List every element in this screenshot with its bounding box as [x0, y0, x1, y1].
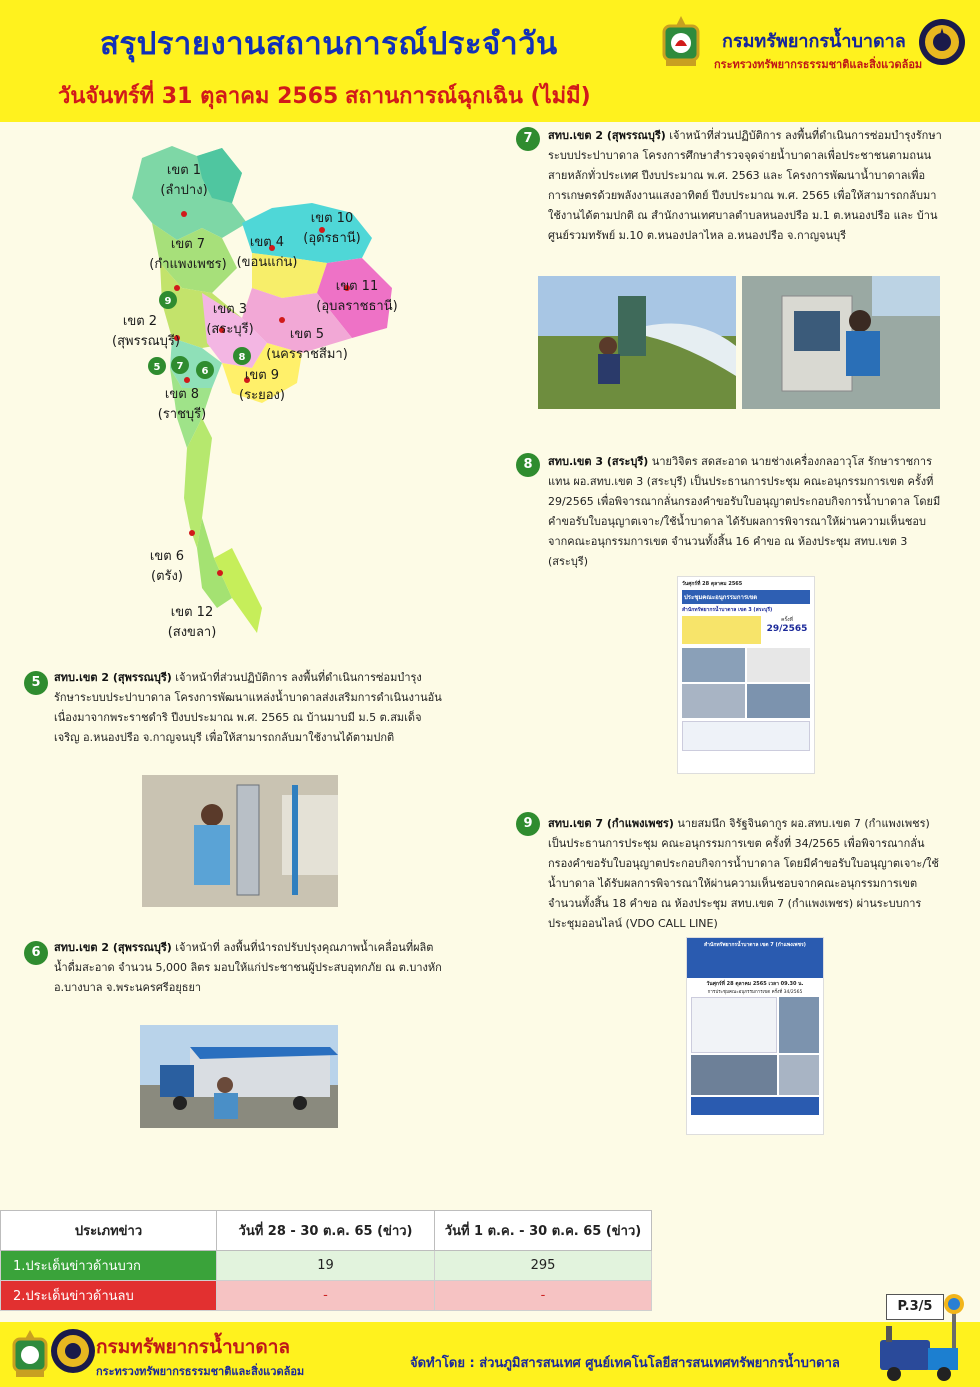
ministry-seal-icon: [50, 1328, 96, 1374]
news-item: [54, 938, 446, 998]
news-item: [548, 126, 943, 246]
news-item: [548, 452, 943, 572]
map-zone-label: เขต 10: [310, 211, 354, 226]
ministry-seal-icon: [918, 18, 966, 66]
photo-water-truck: [140, 1025, 338, 1128]
news-headline: สทบ.เขต 3 (สระบุรี): [548, 455, 649, 468]
map-province-label: (สงขลา): [167, 625, 217, 640]
poster-date: วันศุกร์ที่ 28 ตุลาคม 2565 เวลา 09.30 น.: [706, 981, 804, 987]
photo-water-pump: [538, 276, 736, 409]
news-headline: สทบ.เขต 2 (สุพรรณบุรี): [54, 671, 172, 684]
table-header: ประเภทข่าว: [1, 1211, 217, 1251]
table-row: [1, 1281, 652, 1311]
table-header: วันที่ 28 - 30 ต.ค. 65 (ข่าว): [217, 1211, 435, 1251]
map-province-label: (นครราชสีมา): [266, 347, 348, 362]
poster-office: สำนักทรัพยากรน้ำบาดาล เขต 7 (กำแพงเพชร): [704, 942, 806, 948]
department-emblem-icon: [8, 1328, 52, 1380]
map-zone-label: เขต 2: [122, 314, 158, 329]
cell-value: 19: [217, 1251, 435, 1281]
map-province-label: (อุบลราชธานี): [316, 299, 398, 314]
map-zone-label: เขต 9: [244, 368, 280, 383]
poster-office: สำนักทรัพยากรน้ำบาดาล เขต 3 (สระบุรี): [682, 607, 773, 613]
news-number-badge: 7: [516, 127, 540, 151]
map-province-label: (อุดรธานี): [303, 231, 361, 246]
poster-date: วันศุกร์ที่ 28 ตุลาคม 2565: [682, 581, 743, 587]
news-item: [54, 668, 446, 748]
news-headline: สทบ.เขต 2 (สุพรรณบุรี): [548, 129, 666, 142]
map-zone-label: เขต 5: [289, 327, 325, 342]
news-body: เจ้าหน้าที่ส่วนปฏิบัติการ ลงพื้นที่ดำเนินการซ่อมบำรุงรักษาระบบประปาบาดาล โครงการศึกษาสำรวจจุดจ่ายน้ำบาดาลเพื่อประชาชนตามถนนสายหลักทั่วประเทศ ปีงบประมาณ พ.ศ. 2563 และ โครงการพัฒนาน้ำบาดาลเพื่อการเกษตรด้วยพลังงานแสงอาทิตย์ ปีงบประมาณ พ.ศ. 2565 เพื่อให้สามารถกลับมาใช้งานได้ตามปกติ ณ สำนักงานเทศบาลตำบลหนองปรือ ม.1 ต.หนองปรือ และ บ้านศูนย์รวมทรัพย์ ม.10 ต.หนองปลาไหล อ.หนองปรือ จ.กาญจนบุรี: [548, 129, 942, 242]
table-header: วันที่ 1 ต.ค. - 30 ต.ค. 65 (ข่าว): [435, 1211, 652, 1251]
news-headline: สทบ.เขต 2 (สุพรรณบุรี): [54, 941, 172, 954]
news-headline: สทบ.เขต 7 (กำแพงเพชร): [548, 817, 674, 830]
cell-value: -: [435, 1281, 652, 1311]
page-number: P.3/5: [886, 1294, 944, 1320]
map-province-label: (ลำปาง): [160, 183, 208, 198]
map-zone-label: เขต 4: [249, 235, 285, 250]
footer-credit: จัดทำโดย : ส่วนภูมิสารสนเทศ ศูนย์เทคโนโลยีสารสนเทศทรัพยากรน้ำบาดาล: [410, 1356, 840, 1371]
poster-title: ประชุมคณะอนุกรรมการเขต: [682, 590, 810, 604]
cell-value: 295: [435, 1251, 652, 1281]
news-body: เจ้าหน้าที่ส่วนปฏิบัติการ ลงพื้นที่ดำเนินการซ่อมบำรุงรักษาระบบประปาบาดาล โครงการพัฒนาแหล่งน้ำบาดาลส่งเสริมการดำเนินงานอันเนื่องมาจากพระราชดำริ ปีงบประมาณ พ.ศ. 2565 ณ บ้านมาบมี ม.5 ต.สมเด็จเจริญ อ.หนองปรือ จ.กาญจนบุรี เพื่อให้สามารถกลับมาใช้งานได้ตามปกติ: [54, 671, 442, 744]
footer-ministry-name: กระทรวงทรัพยากรธรรมชาติและสิ่งแวดล้อม: [96, 1365, 305, 1378]
footer-department-name: กรมทรัพยากรน้ำบาดาล: [96, 1336, 291, 1358]
poster-times-label: ครั้งที่: [781, 617, 793, 623]
map-zone-label: เขต 7: [170, 237, 206, 252]
map-province-label: (สระบุรี): [206, 322, 254, 337]
map-zone-label: เขต 12: [170, 605, 214, 620]
map-zone-label: เขต 8: [164, 387, 200, 402]
report-date: วันจันทร์ที่ 31 ตุลาคม 2565: [58, 84, 339, 109]
map-marker-label: 9: [164, 296, 172, 307]
page-footer: [0, 1322, 980, 1387]
news-number-badge: 6: [24, 941, 48, 965]
map-zone-label: เขต 3: [212, 302, 248, 317]
news-body: เจ้าหน้าที่ ลงพื้นที่นำรถปรับปรุงคุณภาพน้ำเคลื่อนที่ผลิตน้ำดื่มสะอาด จำนวน 5,000 ลิตร มอบให้แก่ประชาชนผู้ประสบอุทกภัย ณ ต.บางหัก อ.บางบาล จ.พระนครศรีอยุธยา: [54, 941, 442, 994]
map-province-label: (สุพรรณบุรี): [112, 334, 180, 349]
cell-value: -: [217, 1281, 435, 1311]
news-body: นายสมนึก จิรัฐจินดากูร ผอ.สทบ.เขต 7 (กำแพงเพชร) เป็นประธานการประชุม คณะอนุกรรมการเขต ครั้งที่ 34/2565 เพื่อพิจารณากลั่นกรองคำขอรับใบอนุญาตประกอบกิจการน้ำบาดาล โดยมีคำขอรับใบอนุญาตเจาะ/ใช้น้ำบาดาล ได้รับผลการพิจารณาให้ผ่านความเห็นชอบจากคณะอนุกรรมการเขต จำนวนทั้งสิ้น 18 คำขอ ณ ห้องประชุม สทบ.เขต 7 (กำแพงเพชร) ผ่านระบบการประชุมออนไลน์ (VDO CALL LINE): [548, 817, 939, 930]
map-marker-label: 7: [176, 361, 184, 372]
map-zone-label: เขต 1: [166, 163, 202, 178]
emergency-status: สถานการณ์ฉุกเฉิน (ไม่มี): [345, 84, 591, 109]
news-summary-table: [0, 1210, 652, 1311]
map-province-label: (ตรัง): [151, 569, 183, 584]
meeting-poster-zone3: [677, 576, 815, 774]
map-province-label: (กำแพงเพชร): [149, 257, 227, 272]
department-emblem-icon: [656, 14, 706, 70]
news-item: [548, 814, 943, 934]
page-header: [0, 0, 980, 122]
thailand-region-map: [102, 128, 402, 648]
table-row: [1, 1251, 652, 1281]
meeting-poster-zone7: [686, 937, 824, 1135]
map-zone-label: เขต 6: [149, 549, 185, 564]
photo-water-filter-repair: [142, 775, 338, 907]
map-province-label: (ระยอง): [239, 388, 285, 403]
map-province-label: (ราชบุรี): [157, 407, 207, 422]
poster-meeting: การประชุมคณะอนุกรรมการเขต ครั้งที่ 34/2565: [707, 990, 803, 995]
ministry-name: กระทรวงทรัพยากรธรรมชาติและสิ่งแวดล้อม: [714, 58, 923, 71]
map-marker-label: 8: [238, 352, 246, 363]
drilling-rig-icon: [872, 1290, 977, 1387]
poster-times: 29/2565: [766, 624, 808, 634]
photo-solar-control-box: [742, 276, 940, 409]
map-marker-label: 6: [201, 366, 209, 377]
row-label: 2.ประเด็นข่าวด้านลบ: [1, 1281, 217, 1311]
map-province-label: (ขอนแก่น): [236, 255, 298, 270]
page-title: สรุปรายงานสถานการณ์ประจำวัน: [100, 26, 558, 62]
news-body: นายวิจิตร สดสะอาด นายช่างเครื่องกลอาวุโส รักษาราชการแทน ผอ.สทบ.เขต 3 (สระบุรี) เป็นประธานการประชุม คณะอนุกรรมการเขต ครั้งที่ 29/2565 เพื่อพิจารณากลั่นกรองคำขอรับใบอนุญาตประกอบกิจการน้ำบาดาล โดยมีคำขอรับใบอนุญาตเจาะ/ใช้น้ำบาดาล ได้รับผลการพิจารณาให้ผ่านความเห็นชอบจากคณะอนุกรรมการเขต จำนวนทั้งสิ้น 16 คำขอ ณ ห้องประชุม สทบ.เขต 3 (สระบุรี): [548, 455, 941, 568]
department-name: กรมทรัพยากรน้ำบาดาล: [722, 31, 906, 52]
news-number-badge: 8: [516, 453, 540, 477]
map-marker-label: 5: [153, 362, 161, 373]
news-number-badge: 5: [24, 671, 48, 695]
map-zone-label: เขต 11: [335, 279, 379, 294]
news-number-badge: 9: [516, 812, 540, 836]
row-label: 1.ประเด็นข่าวด้านบวก: [1, 1251, 217, 1281]
